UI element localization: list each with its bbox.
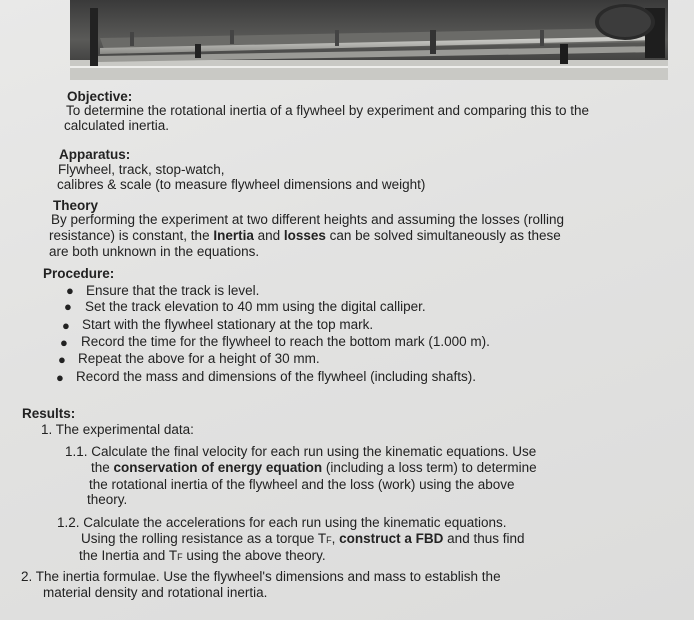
results-item-1-2-line-1: 1.2. Calculate the accelerations for each run using the kinematic equations.	[57, 515, 507, 530]
results-item-1-2-line-3	[79, 547, 326, 566]
item-1-2-line2-part-c: and thus find	[443, 531, 525, 546]
theory-losses-bold: losses	[283, 228, 326, 243]
item-1-2-line2-part-a: Using the rolling resistance as a torque T	[81, 531, 327, 546]
procedure-heading: Procedure:	[43, 266, 115, 281]
theory-text-line-1: By performing the experiment at two different heights and assuming the losses (rolling	[51, 212, 565, 227]
apparatus-heading: Apparatus:	[59, 147, 131, 162]
conservation-of-energy-bold: conservation of energy equation	[113, 460, 323, 475]
results-item-2-line-2: material density and rotational inertia.	[43, 585, 268, 600]
objective-text-line-2: calculated inertia.	[64, 118, 170, 133]
procedure-step-4: Record the time for the flywheel to reach the bottom mark (1.000 m).	[81, 334, 490, 349]
theory-line2-part-a: resistance) is constant, the	[49, 228, 214, 243]
item-1-2-line3-part-b: using the above theory.	[182, 548, 326, 563]
item-1-2-line2-part-b: ,	[331, 531, 340, 546]
procedure-step-5: Repeat the above for a height of 30 mm.	[78, 351, 320, 366]
item-1-1-line2-part-a: the	[91, 460, 114, 475]
construct-fbd-bold: construct a FBD	[339, 531, 444, 546]
theory-text-line-3: are both unknown in the equations.	[49, 244, 260, 259]
bullet-icon: ●	[56, 370, 64, 385]
objective-heading: Objective:	[67, 89, 133, 104]
results-heading: Results:	[22, 406, 76, 421]
bullet-icon: ●	[62, 318, 70, 333]
bullet-icon: ●	[66, 283, 74, 298]
results-item-1-1-line-4: theory.	[87, 492, 128, 507]
results-item-1-1-line-1: 1.1. Calculate the final velocity for each run using the kinematic equations. Use	[65, 444, 537, 459]
theory-text-line-2	[49, 227, 561, 244]
bullet-icon: ●	[60, 335, 68, 350]
theory-line2-part-b: and	[253, 228, 284, 243]
item-1-1-line2-part-b: (including a loss term) to determine	[322, 460, 537, 475]
item-1-2-line3-part-a: the Inertia and T	[79, 548, 178, 563]
apparatus-text-line-1: Flywheel, track, stop-watch,	[58, 162, 225, 177]
torque-subscript: F	[326, 535, 332, 545]
theory-line2-part-c: can be solved simultaneously as these	[325, 228, 561, 243]
procedure-step-2: Set the track elevation to 40 mm using the digital calliper.	[85, 299, 426, 314]
torque-subscript: F	[177, 552, 183, 562]
objective-text-line-1: To determine the rotational inertia of a flywheel by experiment and comparing this to the	[66, 103, 590, 118]
results-item-1-1-line-2	[91, 459, 537, 476]
procedure-step-6: Record the mass and dimensions of the flywheel (including shafts).	[76, 369, 476, 384]
bullet-icon: ●	[64, 299, 72, 314]
apparatus-photo	[70, 0, 668, 80]
theory-inertia-bold: Inertia	[213, 228, 254, 243]
procedure-step-3: Start with the flywheel stationary at the top mark.	[82, 317, 374, 332]
bullet-icon: ●	[58, 352, 66, 367]
results-item-2-line-1: 2. The inertia formulae. Use the flywheel's dimensions and mass to establish the	[21, 569, 501, 584]
apparatus-text-line-2: calibres & scale (to measure flywheel dimensions and weight)	[57, 177, 426, 192]
results-item-1: 1. The experimental data:	[41, 422, 194, 437]
procedure-step-1: Ensure that the track is level.	[86, 283, 260, 298]
results-item-1-1-line-3: the rotational inertia of the flywheel and the loss (work) using the above	[89, 477, 515, 492]
theory-heading: Theory	[53, 198, 99, 213]
